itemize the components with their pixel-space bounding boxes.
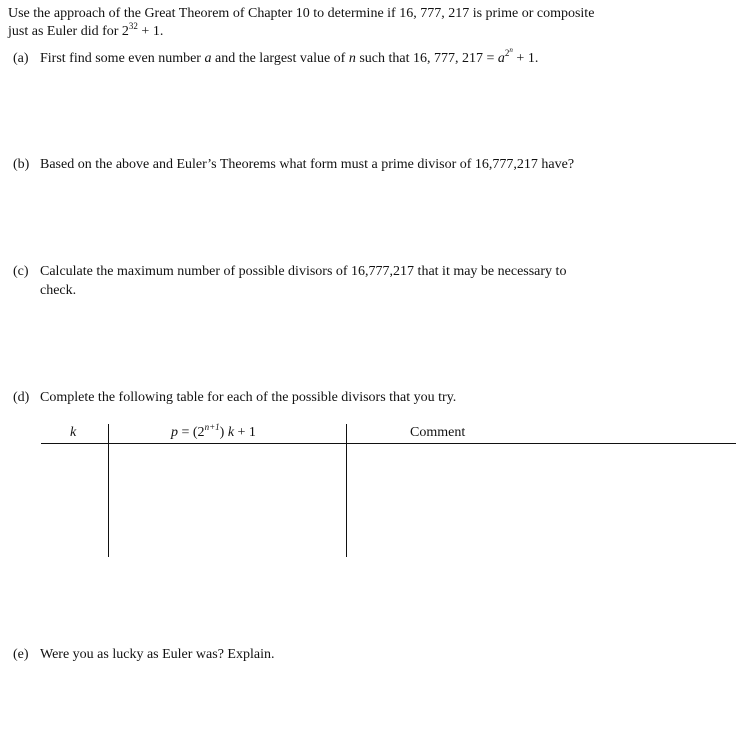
intro-text-1: Use the approach of the Great Theorem of Chapter 10 to determine if 16, 777, 217 is prime or composite [8,6,595,21]
part-a-var-n: n [348,51,356,66]
part-e-label: (e) [13,647,29,662]
part-a-label: (a) [13,51,29,66]
col-p-k: k [227,425,235,440]
table-divider-1 [108,424,109,557]
col-p-var: p [171,425,178,440]
part-d-text: Complete the following table for each of the possible divisors that you try. [40,390,457,405]
part-a-exp-base: 2 [504,48,510,58]
table-header-rule [41,443,736,444]
col-header-comment: Comment [410,425,466,440]
part-b-text: Based on the above and Euler’s Theorems what form must a prime divisor of 16,777,217 have? [40,157,575,172]
part-a-text-2: and the largest value of [211,51,349,66]
part-d-label: (d) [13,390,30,405]
col-p-tail: + 1 [234,425,256,440]
part-a-base: a [497,51,505,66]
part-d [13,389,456,407]
part-a-text-3: such that 16, 777, 217 = [355,51,498,66]
part-e-text: Were you as lucky as Euler was? Explain. [40,647,275,662]
part-c-text-1: Calculate the maximum number of possible divisors of 16,777,217 that it may be necessary to [40,264,567,279]
part-a-exp-exp: n [509,46,513,54]
part-b [13,156,574,174]
intro-text-2a: just as Euler did for 2 [8,24,129,39]
col-header-k: k [70,425,77,440]
table-divider-2 [346,424,347,557]
part-c [13,263,566,281]
part-a-tail: + 1. [512,51,539,66]
part-a-exponent [505,48,513,58]
col-p-close: ) [219,425,228,440]
col-header-p [171,424,256,442]
col-p-exp: n+1 [204,422,220,432]
part-e [13,646,274,664]
col-p-eq: = (2 [178,425,205,440]
part-a-var-a: a [204,51,212,66]
part-b-label: (b) [13,157,30,172]
intro-line-1 [8,5,594,23]
part-a [13,46,539,68]
intro-text-2b: + 1. [137,24,164,39]
divisor-table [41,424,736,559]
part-c-label: (c) [13,264,29,279]
part-a-text-1: First find some even number [40,51,205,66]
part-c-line-2 [40,282,76,300]
intro-exponent: 32 [128,21,138,31]
part-c-text-2: check. [40,283,77,298]
intro-line-2 [8,23,163,41]
